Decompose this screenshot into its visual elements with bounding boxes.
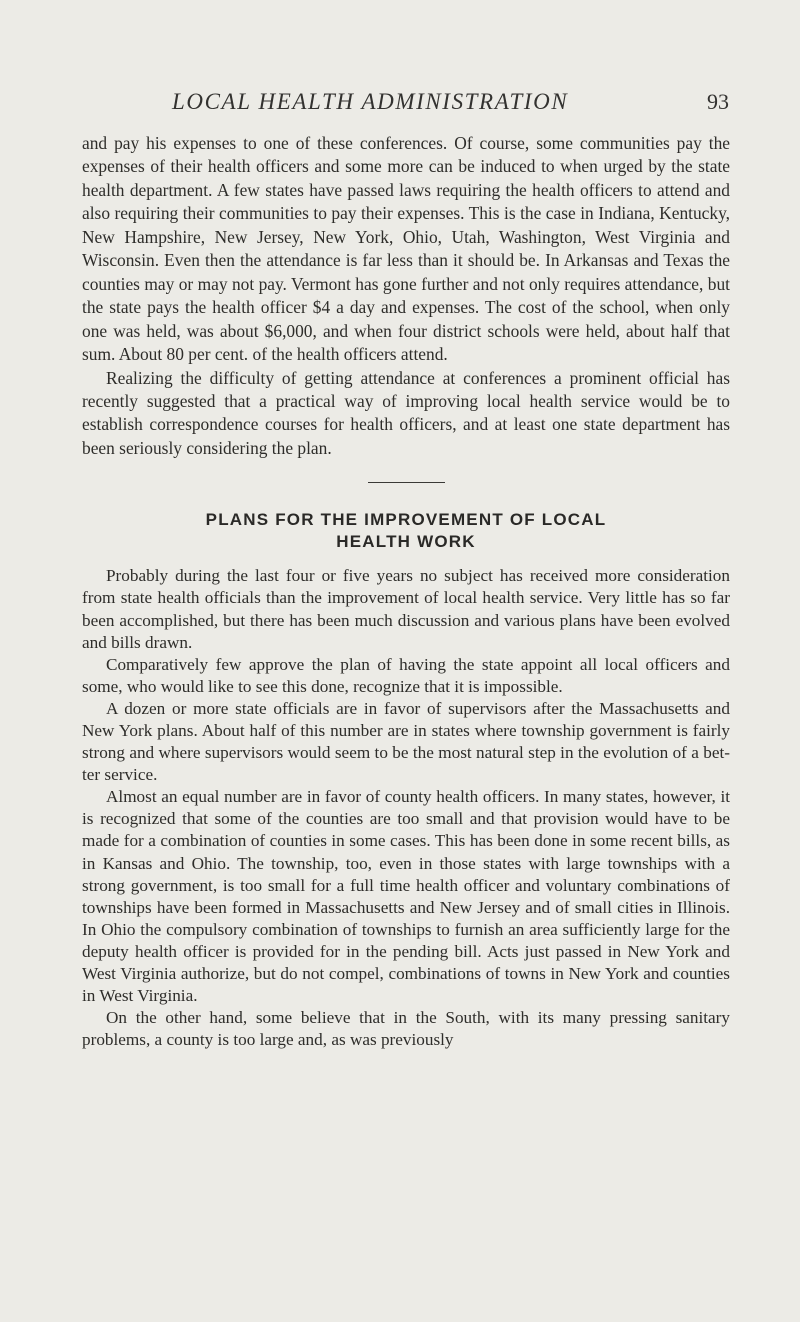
paragraph: Realizing the difficulty of getting attendance at conferences a prominent official has recently suggested that a practical way of improving local health service would be to establish correspondence courses for health officers, and at least one state department has been seriously considering the plan. [82,367,730,458]
running-title: LOCAL HEALTH ADMINISTRATION [172,89,569,114]
running-head [0,89,800,119]
paragraph: Almost an equal number are in favor of county health officers. In many states, however, it is recognized that some of the counties are too small and that provision would have to be made for a combination of counties in some cases. This has been done in some recent bills, as in Kansas and Ohio. The township, too, even in those states with large townships with a strong government, is too small for a full time health officer and voluntary combinations of townships have been formed in Massachusetts and New Jersey and of small cities in Illinois. In Ohio the compulsory combination of townships to furnish an area sufficiently large for the deputy health officer is provided for in the pending bill. Acts just passed in New York and West Virginia authorize, but do not compel, combinations of towns in New York and counties in West Virginia. [82,787,730,1006]
page-number: 93 [707,89,729,114]
section-heading-line: HEALTH WORK [336,532,476,552]
section-divider [368,482,445,483]
section-heading [82,509,730,553]
section-heading-line: PLANS FOR THE IMPROVEMENT OF LOCAL [205,510,607,530]
paragraph: A dozen or more state officials are in favor of supervisors after the Massachusetts and New York plans. About half of this number are in states where township government is fairly strong and where supervisors would seem to be the most natural step in the evolution of a better service. [82,698,730,785]
paragraph: Probably during the last four or five years no subject has received more consideration from state health officials than the improvement of local health service. Very little has so far been accomplished, but there has been much discussion and various plans have been evolved and bills drawn. [82,566,730,652]
paragraph: Comparatively few approve the plan of having the state appoint all local officers and some, who would like to see this done, recognize that it is impossible. [82,654,730,696]
paragraph: On the other hand, some believe that in the South, with its many pressing sanitary problems, a county is too large and, as was previously [82,1008,730,1050]
body-text [82,132,730,1051]
paragraph: and pay his expenses to one of these conferences. Of course, some communities pay the expenses of their health officers and some more can be induced to when urged by the state health department. A few states have passed laws requiring the health officers to attend and also requiring their communities to pay their expenses. This is the case in Indiana, Kentucky, New Hampshire, New Jersey, New York, Ohio, Utah, Washington, West Virginia and Wisconsin. Even then the attendance is far less than it should be. In Arkansas and Texas the counties may or may not pay. Vermont has gone further and not only requires attendance, but the state pays the health officer $4 a day and expenses. The cost of the school, when only one was held, was about $6,000, and when four district schools were held, about half that sum. About 80 per cent. of the health officers attend. [82,133,730,365]
section-body [82,565,730,1051]
